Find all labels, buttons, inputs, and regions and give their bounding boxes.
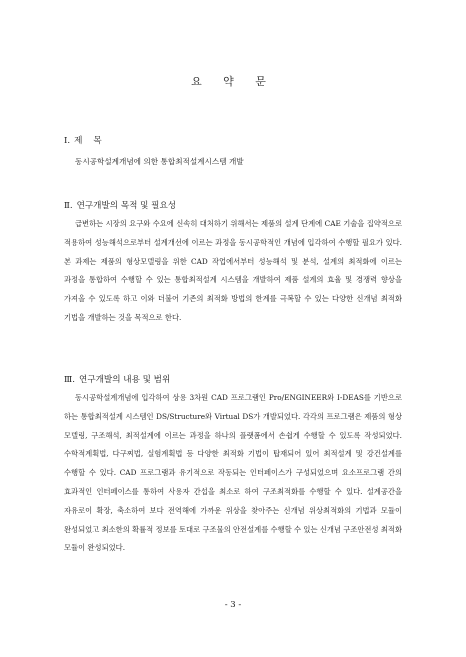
page-number: - 3 -	[224, 600, 242, 610]
project-title: 동시공학설계개념에 의한 통합최적설계시스템 개발	[75, 157, 244, 166]
section-body-2: 급변하는 시장의 요구와 수요에 신속히 대처하기 위해서는 제품의 설계 단계에 CAE 기술을 집약적으로 적용하여 성능해석으로부터 설계개선에 이르는 과정을 동시공학적인 개념에 입각하여 수행할 필요가 있다. 본 과제는 제품의 형상모델링을 위한 CAD 작업에서부터 성능해석 및 분석, 설계의 최적화에 이르는 과정을 통합하여 수행할 수 있는 통합최적설계 시스템을 개발하여 제품 설계의 효율 및 경쟁력 향상을 가져올 수 있도록 하고 이와 더불어 기존의 최적화 방법의 한계를 극복할 수 있는 다양한 신개념 최적화 기법을 개발하는 것을 목적으로 한다.	[64, 219, 402, 322]
section-number: Ⅲ.	[64, 375, 76, 385]
section-number: Ⅰ.	[64, 136, 71, 146]
section-number: Ⅱ.	[64, 201, 73, 211]
section-heading-2	[64, 199, 176, 211]
page-title: 요 약 문	[191, 75, 275, 88]
section-heading-3	[64, 373, 170, 385]
section-title: 연구개발의 내용 및 범위	[79, 375, 171, 385]
section-body-3: 동시공학설계개념에 입각하여 상용 3차원 CAD 프로그램인 Pro/ENGINEER와 I-DEAS를 기반으로 하는 통합최적설계 시스템인 DS/Structure와 Virtual DS가 개발되었다. 각각의 프로그램은 제품의 형상 모델링, 구조해석, 최적설계에 이르는 과정을 하나의 플랫폼에서 손쉽게 수행할 수 있도록 작성되었다. 수학적계획법, 다구찌법, 실험계획법 등 다양한 최적화 기법이 탑재되어 있어 최적설계 및 강건설계를 수행할 수 있다. CAD 프로그램과 유기적으로 작동되는 인터페이스가 구성되었으며 요소프로그램 간의 효과적인 인터페이스를 통하여 사용자 간섭을 최소로 하여 구조최적화를 수행할 수 있다. 설계공간을 자유로이 확장, 축소하여 보다 전역해에 가까운 위상을 찾아주는 신개념 위상최적화의 기법과 모듈이 완성되었고 최소한의 확률적 정보를 토대로 구조물의 안전설계를 수행할 수 있는 신개념 구조안전성 최적화 모듈이 완성되었다.	[64, 393, 402, 553]
section-heading-1	[64, 134, 102, 146]
section-title: 연구개발의 목적 및 필요성	[76, 201, 177, 211]
section-title: 제 목	[74, 136, 102, 146]
